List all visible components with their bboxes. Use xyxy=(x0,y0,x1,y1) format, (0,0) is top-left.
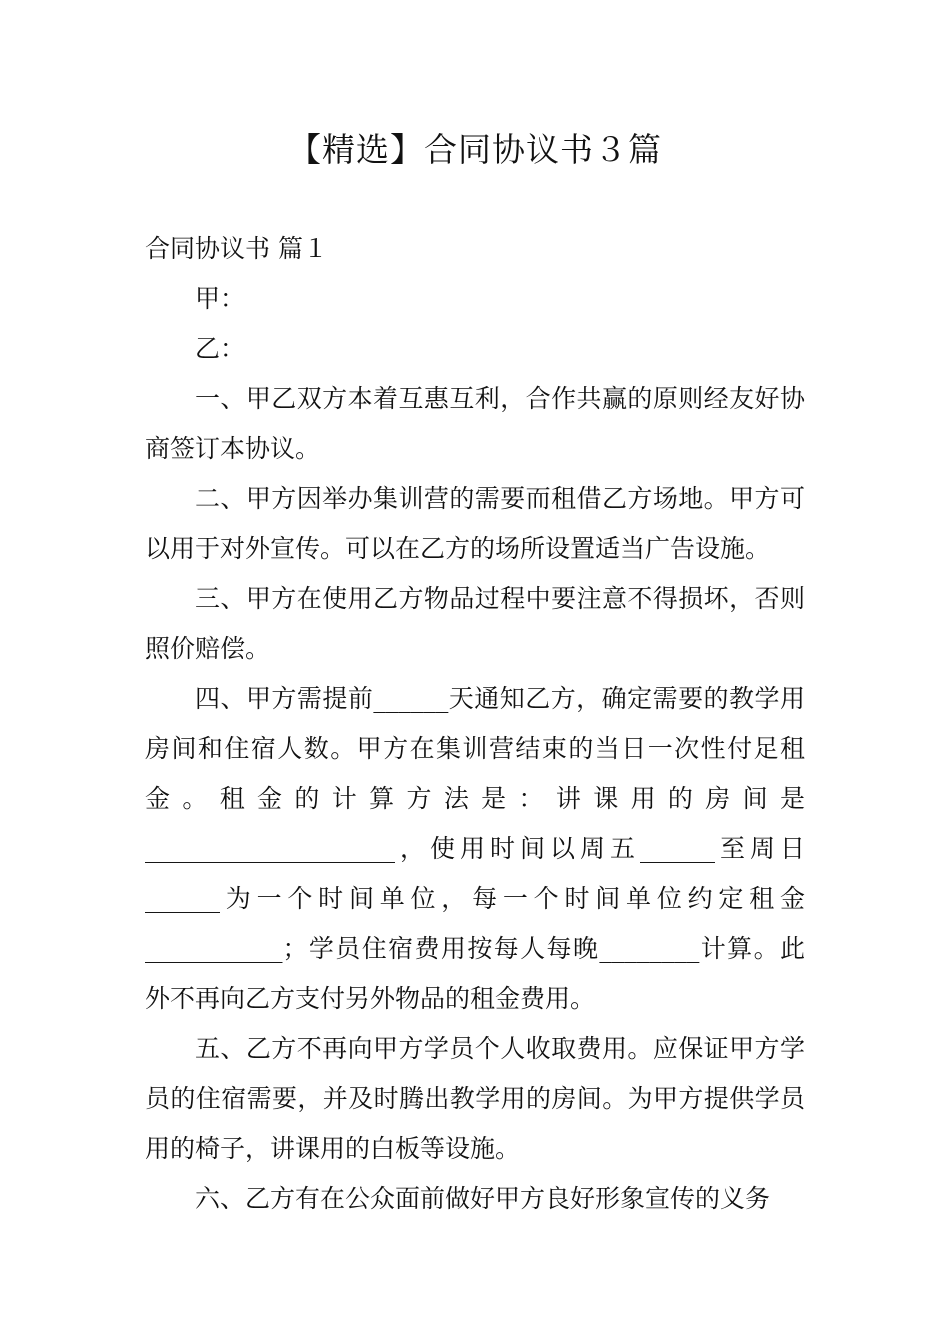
clause-5: 五、乙方不再向甲方学员个人收取费用。应保证甲方学员的住宿需要，并及时腾出教学用的房间。为甲方提供学员用的椅子，讲课用的白板等设施。 xyxy=(145,1034,805,1163)
clause-1: 一、甲乙双方本着互惠互利，合作共赢的原则经友好协商签订本协议。 xyxy=(145,384,805,463)
clause-3: 三、甲方在使用乙方物品过程中要注意不得损坏，否则照价赔偿。 xyxy=(145,584,805,663)
section-heading: 合同协议书 篇１ xyxy=(145,234,328,263)
document-title: 【精选】合同协议书３篇 xyxy=(288,130,662,169)
clause-2: 二、甲方因举办集训营的需要而租借乙方场地。甲方可以用于对外宣传。可以在乙方的场所设置适当广告设施。 xyxy=(145,484,805,563)
clause-6: 六、乙方有在公众面前做好甲方良好形象宣传的义务 xyxy=(195,1184,771,1213)
clause-4: 四、甲方需提前______天通知乙方，确定需要的教学用房间和住宿人数。甲方在集训营结束的当日一次性付足租金。租金的计算方法是：讲课用的房间是____________________，使用时间以周五______至周日______为一个时间单位，每一个时间单位约定租金___________；学员住宿费用按每人每晚________计算。此外不再向乙方支付另外物品的租金费用。 xyxy=(145,684,805,1013)
document-body xyxy=(145,224,805,1224)
party-b-line: 乙： xyxy=(195,334,246,363)
party-a-line: 甲： xyxy=(195,284,246,313)
